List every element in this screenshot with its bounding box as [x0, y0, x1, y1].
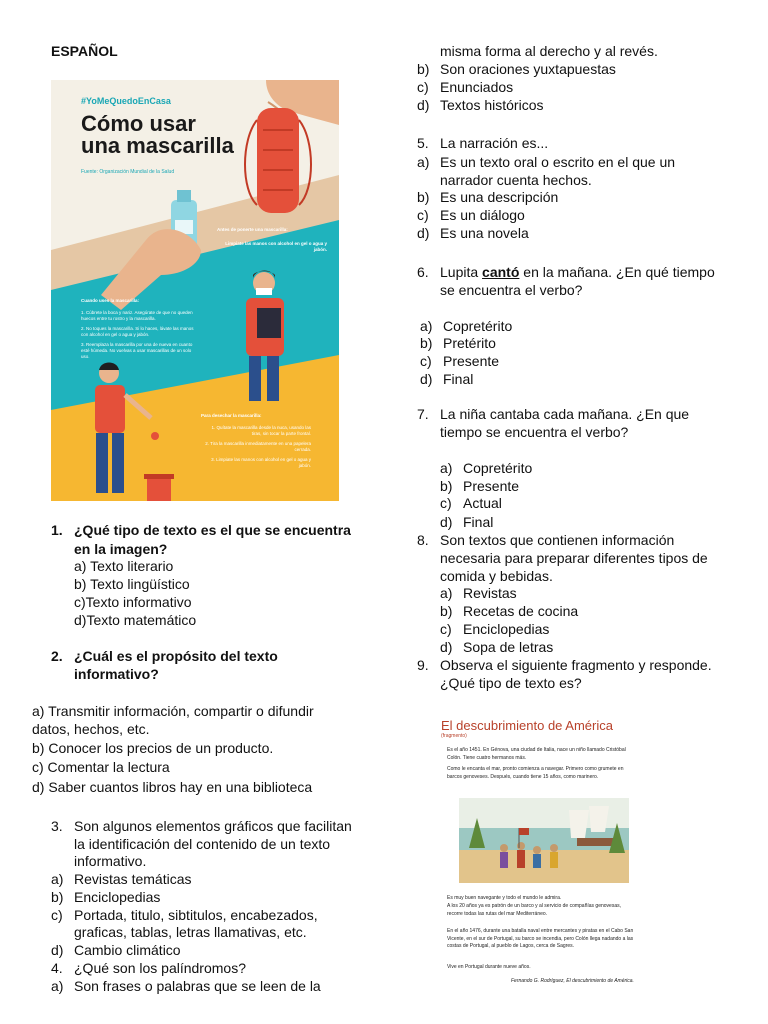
q7-letter-a: a) — [440, 460, 453, 476]
poster-hashtag: #YoMeQuedoEnCasa — [81, 96, 171, 106]
q8-letter-d: d) — [440, 639, 453, 655]
q3-option-a: Revistas temáticas — [74, 871, 192, 887]
poster-discard-heading: Para desechar la mascarilla: — [201, 413, 262, 418]
q8-letter-b: b) — [440, 603, 453, 619]
mask-infographic-image — [51, 80, 339, 501]
q2-number: 2. — [51, 648, 63, 664]
q6-question-line2: se encuentra el verbo? — [440, 282, 583, 298]
q3-option-c-line2: graficas, tablas, letras llamativas, etc. — [74, 924, 307, 940]
poster-discard-item-2: 2. Tira la mascarilla inmediatamente en una papelera cerrada. — [205, 441, 311, 452]
fragment-credit: Fernando G. Rodríguez, El descubrimiento de América. — [511, 978, 634, 984]
q2-question-line2: informativo? — [74, 666, 159, 682]
q3-letter-b: b) — [51, 889, 64, 905]
q2-option-d: d) Saber cuantos libros hay en una biblioteca — [32, 779, 313, 795]
q5-letter-c: c) — [417, 207, 429, 223]
poster-discard-block — [201, 413, 311, 469]
fragment-paragraph-6: Vive en Portugal durante nueve años. — [447, 964, 531, 970]
page-subject-heading: ESPAÑOL — [51, 43, 118, 59]
q3-letter-c: c) — [51, 907, 63, 923]
poster-title-line1: Cómo usar — [81, 111, 196, 136]
poster-before-heading: Antes de ponerte una mascarilla: — [217, 227, 288, 232]
q5-option-b: Es una descripción — [440, 189, 559, 205]
q6-letter-a: a) — [420, 318, 433, 334]
q4-option-b: Son oraciones yuxtapuestas — [440, 61, 616, 77]
poster-discard-item-1: 1. Quítate la mascarilla desde la nuca, usando las tiras, sin tocar la parte frontal. — [211, 425, 311, 436]
q6-option-d: Final — [443, 371, 474, 387]
poster-title-line2: una mascarilla — [81, 133, 234, 158]
q8-option-d: Sopa de letras — [463, 639, 554, 655]
fragment-paragraph-3: Es muy buen navegante y todo el mundo le admira. — [447, 895, 562, 901]
q6-option-a: Copretérito — [443, 318, 513, 334]
fragment-illustration-colon-landing — [459, 798, 629, 883]
q1-option-c: c)Texto informativo — [74, 594, 192, 610]
q1-question-line2: en la imagen? — [74, 541, 168, 557]
q1-option-a: a) Texto literario — [74, 558, 174, 574]
q8-option-a: Revistas — [463, 585, 517, 601]
poster-source: Fuente: Organización Mundial de la Salud — [81, 169, 175, 175]
poster-before-text: Limpiate las manos con alcohol en gel o agua y jabón. — [225, 241, 327, 252]
q3-option-b: Enciclopedias — [74, 889, 161, 905]
q7-option-d: Final — [463, 514, 494, 530]
q3-question-line1: Son algunos elementos gráficos que facilitan — [74, 818, 352, 834]
fragment-paragraph-4: A los 20 años ya es patrón de un barco y al servicio de compañías genovesas, recorre todas las rutas del mar Mediterráneo. — [447, 903, 621, 917]
q8-question-line2: necesaria para preparar diferentes tipos de — [440, 550, 708, 566]
q6-verb-highlight: cantó — [482, 264, 520, 280]
q5-option-a-line1: Es un texto oral o escrito en el que un — [440, 154, 676, 170]
q5-option-c: Es un diálogo — [440, 207, 525, 223]
q3-number: 3. — [51, 818, 63, 834]
q6-option-c: Presente — [443, 353, 500, 369]
q8-question-line1: Son textos que contienen información — [440, 532, 675, 548]
q5-question: La narración es... — [440, 135, 549, 151]
q7-number: 7. — [417, 406, 429, 422]
q1-number: 1. — [51, 522, 63, 538]
poster-using-heading: Cuando uses la mascarilla: — [81, 298, 140, 303]
q7-option-c: Actual — [463, 495, 502, 511]
q2-option-c: c) Comentar la lectura — [32, 759, 170, 775]
q2-option-b: b) Conocer los precios de un producto. — [32, 740, 274, 756]
q1-option-d: d)Texto matemático — [74, 612, 197, 628]
q5-letter-a: a) — [417, 154, 430, 170]
q6-letter-d: d) — [420, 371, 433, 387]
q5-option-d: Es una novela — [440, 225, 529, 241]
poster-using-item-2: 2. No toques la mascarilla. Si lo haces, lávate las manos con alcohol en gel o agua y jabón. — [81, 326, 194, 337]
q8-option-b: Recetas de cocina — [463, 603, 579, 619]
fragment-paragraph-5: En el año 1476, durante una batalla naval entre mercantes y piratas en el Cabo San Vicente, en el sur de Portugal, su barco se incendia, pero Colón llega nadando a las costas de Portugal, al pueblo de Lagos, cerca de Sagres. — [447, 928, 634, 949]
q8-option-c: Enciclopedias — [463, 621, 550, 637]
fragment-subtitle: (fragmento) — [441, 733, 467, 739]
q7-option-a: Copretérito — [463, 460, 533, 476]
q4-question: ¿Qué son los palíndromos? — [74, 960, 246, 976]
q6-number: 6. — [417, 264, 429, 280]
q5-letter-b: b) — [417, 189, 430, 205]
q3-question-line2: la identificación del contenido de un texto — [74, 836, 331, 852]
q4-option-a-line1: Son frases o palabras que se leen de la — [74, 978, 321, 994]
q9-question-line1: Observa el siguiente fragmento y responde. — [440, 657, 712, 673]
poster-title — [81, 113, 234, 157]
fragment-document-image — [431, 700, 645, 990]
q5-number: 5. — [417, 135, 429, 151]
q7-letter-b: b) — [440, 478, 453, 494]
q6-letter-b: b) — [420, 335, 433, 351]
q7-letter-c: c) — [440, 495, 452, 511]
poster-using-block — [81, 298, 196, 360]
q4-option-a-line2: misma forma al derecho y al revés. — [440, 43, 658, 59]
q8-letter-a: a) — [440, 585, 453, 601]
poster-using-item-1: 1. Cúbrete la boca y nariz. Asegúrate de que no queden huecos entre tu rostro y la mascarilla. — [81, 310, 193, 321]
q4-option-d: Textos históricos — [440, 97, 544, 113]
q7-question-line2: tiempo se encuentra el verbo? — [440, 424, 629, 440]
q2-option-a-line1: a) Transmitir información, compartir o difundir — [32, 703, 314, 719]
q7-question-line1: La niña cantaba cada mañana. ¿En que — [440, 406, 690, 422]
poster-before-block — [217, 227, 327, 253]
q4-letter-c: c) — [417, 79, 429, 95]
q3-option-c-line1: Portada, titulo, sibtitulos, encabezados, — [74, 907, 318, 923]
q3-option-d: Cambio climático — [74, 942, 181, 958]
q9-number: 9. — [417, 657, 429, 673]
fragment-title: El descubrimiento de América — [441, 718, 613, 733]
q2-option-a-line2: datos, hechos, etc. — [32, 721, 150, 737]
q6-text-pre: Lupita — [440, 264, 483, 280]
fragment-paragraph-2: Como le encanta el mar, pronto comienza a navegar. Primero como grumete en barcos genoveses. Después, cuando tiene 15 años, como marinero. — [447, 766, 624, 780]
q6-text-post: en la mañana. ¿En qué tiempo — [519, 264, 715, 280]
poster-discard-item-3: 3. Limpiate las manos con alcohol en gel o agua y jabón. — [211, 457, 311, 468]
q3-letter-a: a) — [51, 871, 64, 887]
q3-letter-d: d) — [51, 942, 64, 958]
q7-letter-d: d) — [440, 514, 453, 530]
fragment-paragraph-1: Es el año 1451. En Génova, una ciudad de Italia, nace un niño llamado Cristóbal Colón. Tiene cuatro hermanos más. — [447, 747, 626, 761]
q4-letter-d: d) — [417, 97, 430, 113]
q4-number: 4. — [51, 960, 63, 976]
q4-letter-a: a) — [51, 978, 64, 994]
q7-option-b: Presente — [463, 478, 520, 494]
q8-number: 8. — [417, 532, 429, 548]
q2-question-line1: ¿Cuál es el propósito del texto — [74, 648, 278, 664]
q5-letter-d: d) — [417, 225, 430, 241]
q4-letter-b: b) — [417, 61, 430, 77]
q1-option-b: b) Texto lingüístico — [74, 576, 190, 592]
q8-question-line3: comida y bebidas. — [440, 568, 553, 584]
q5-option-a-line2: narrador cuenta hechos. — [440, 172, 592, 188]
poster-using-item-3: 3. Reemplaza la mascarilla por una de nueva en cuanto esté húmeda. No vuelvas a usar mascarillas de un solo uso. — [81, 342, 193, 359]
q6-question-line1 — [440, 263, 715, 281]
q6-option-b: Pretérito — [443, 335, 496, 351]
q4-option-c: Enunciados — [440, 79, 514, 95]
q1-question-line1: ¿Qué tipo de texto es el que se encuentra — [74, 522, 351, 538]
q6-letter-c: c) — [420, 353, 432, 369]
q9-question-line2: ¿Qué tipo de texto es? — [440, 675, 582, 691]
q3-question-line3: informativo. — [74, 853, 147, 869]
q8-letter-c: c) — [440, 621, 452, 637]
